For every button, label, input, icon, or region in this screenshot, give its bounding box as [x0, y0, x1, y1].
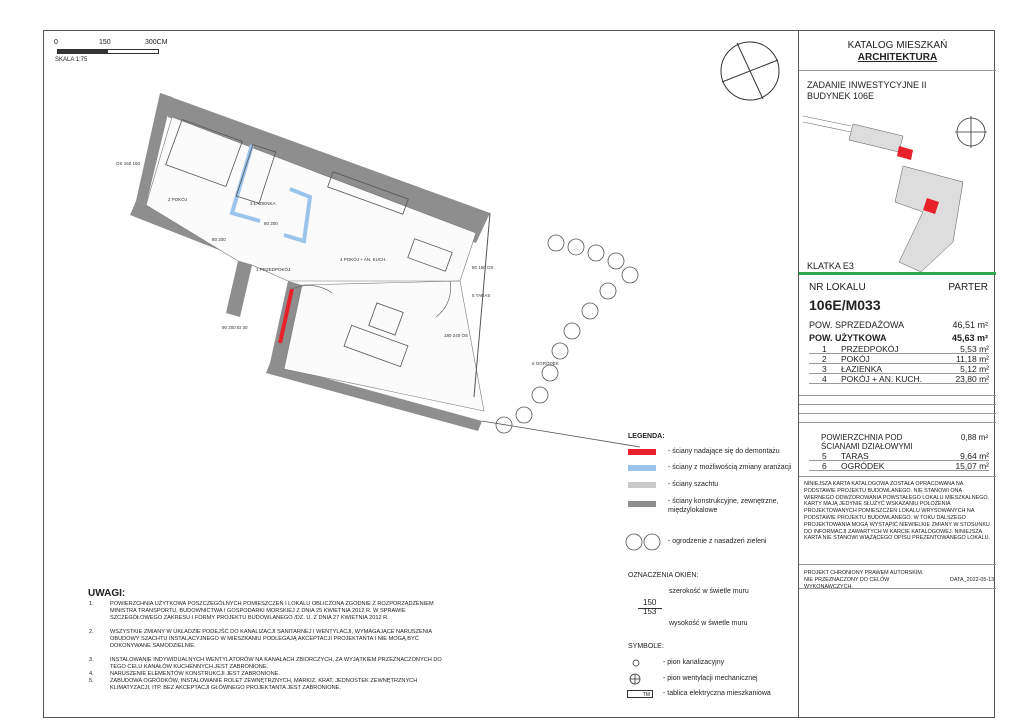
legend-swatch-red — [628, 449, 656, 455]
legend-fence-text: - ogrodzenie z nasadzeń zieleni — [668, 538, 767, 545]
notes-list — [89, 601, 449, 692]
wall-entry — [226, 261, 252, 317]
plan-label-win1: OS 160 160 — [116, 161, 141, 166]
room-num: 4 — [822, 374, 827, 384]
legend-swatch-blue — [628, 465, 656, 471]
floor-plan — [116, 85, 640, 430]
scale-tick-150: 150 — [99, 39, 111, 46]
room-num: 1 — [822, 344, 827, 354]
room-area: 5,53 m² — [960, 344, 989, 354]
hedge-symbol-icon — [624, 532, 664, 552]
room-area: 5,12 m² — [960, 364, 989, 374]
legend-swatch-grey — [628, 482, 656, 488]
plan-label-room3: 3 ŁAZIENKA — [250, 201, 276, 206]
plan-label-room2: 2 POKÓJ — [168, 197, 188, 202]
window-width-label: szerokość w świetle muru — [669, 588, 749, 595]
drawing-date: DATA_2022-05-13 — [950, 577, 995, 583]
copyright-line2: NIE PRZEZNACZONY DO CELÓW WYKONAWCZYCH. — [804, 577, 890, 590]
note-num: 1. — [89, 601, 94, 607]
symbol-text: - pion kanalizacyjny — [663, 659, 725, 666]
note-item — [89, 601, 449, 629]
scale-label: SKALA 1:75 — [55, 57, 88, 63]
window-height-value: 153 — [643, 607, 657, 616]
symbols-title: SYMBOLE: — [628, 643, 664, 650]
extra-name: TARAS — [841, 451, 869, 461]
walls-area-label: POWIERZCHNIA POD ŚCIANAMI DZIAŁOWYMI — [821, 433, 913, 451]
extra-row — [809, 451, 989, 461]
plan-label-room1: 1 PRZEDPOKÓJ — [256, 267, 291, 272]
symbol-text: - tablica elektryczna mieszkaniowa — [663, 690, 771, 697]
title-panel — [798, 30, 996, 718]
legend-text: - ściany nadające się do demontażu — [668, 448, 780, 455]
note-num: 3. — [89, 657, 94, 663]
room-name: ŁAZIENKA — [841, 364, 883, 374]
scale-tick-0: 0 — [54, 39, 58, 46]
note-item — [89, 629, 449, 657]
note-num: 2. — [89, 629, 94, 635]
north-arrow-icon — [717, 38, 783, 104]
legend-text: - ściany konstrukcyjne, zewnętrzne, międzylokalowe — [668, 498, 779, 514]
extra-num: 5 — [822, 451, 827, 461]
usable-area-label: POW. UŻYTKOWA — [809, 333, 887, 343]
note-text: POWIERZCHNIA UŻYTKOWA POSZCZEGÓLNYCH POMIESZCZEŃ I LOKALU OBLICZONA ZGODNIE Z ROZPORZĄDZENIEM MINISTRA TRANSPORTU, BUDOWNICTWA I GOSPODARKI MORSKIEJ Z DNIA 25 KWIETNIA 2012 R. W SPRAWIE SZCZEGÓŁOWEGO ZAKRESU I FORMY PROJEKTU BUDOWLANEGO /DZ. U. Z DNIA 27 KWIETNIA 2012 R. — [110, 601, 434, 621]
room-row — [809, 364, 989, 374]
plan-label-win5: 180 240 OS — [444, 333, 469, 338]
electrical-panel-icon: TM — [627, 690, 653, 698]
staircase-label: KLATKA E3 — [807, 261, 854, 271]
room-row — [809, 344, 989, 354]
walls-area-value: 0,88 m² — [960, 433, 988, 442]
catalog-title: KATALOG MIESZKAŃ — [847, 40, 948, 51]
room-area: 11,18 m² — [956, 354, 989, 364]
note-text: INSTALOWANIE INDYWIDUALNYCH WENTYLATORÓW NA KANAŁACH ZBIORCZYCH, ZA WYJĄTKIEM PRZEZNACZONYCH DO TEGO CELU KANAŁÓW KUCHENNYCH JEST ZABRONIONE. — [110, 657, 442, 670]
note-text: ZABUDOWA OGRÓDKÓW, INSTALOWANIE ROLET ZEWNĘTRZNYCH, MARKIZ, KRAT, JEDNOSTEK ZEWNĘTRZNYCH KLIMATYZACJI, ITP. BEZ AKCEPTACJI GŁÓWNEGO PROJEKTANTA JEST ZABRONIONE. — [110, 678, 418, 691]
room-row — [809, 354, 989, 364]
room-area: 23,80 m² — [955, 374, 989, 384]
plan-label-door: 90 200 EI 30 — [222, 325, 248, 330]
room-num: 2 — [822, 354, 827, 364]
extra-num: 6 — [822, 461, 827, 471]
note-item — [89, 678, 449, 692]
unit-floor: PARTER — [948, 282, 988, 293]
sales-area-label: POW. SPRZEDAŻOWA — [809, 320, 905, 330]
extra-area: 9,64 m² — [960, 451, 989, 461]
windows-title: OZNACZENIA OKIEN: — [628, 572, 699, 579]
extra-row — [809, 461, 989, 471]
extra-name: OGRÓDEK — [841, 461, 885, 471]
hedge-row — [496, 235, 638, 433]
project-line1: ZADANIE INWESTYCYJNE II — [807, 80, 927, 90]
usable-area-value: 45,63 m² — [951, 333, 988, 343]
catalog-subtitle: ARCHITEKTURA — [857, 52, 938, 63]
room-num: 3 — [822, 364, 827, 374]
copyright-line1: PROJEKT CHRONIONY PRAWEM AUTORSKIM. — [804, 570, 924, 576]
scale-bar-graphic — [57, 49, 159, 54]
plan-label-win4: 80 150 OS — [472, 265, 494, 270]
legend-text: - ściany z możliwością zmiany aranżacji — [668, 464, 792, 471]
extra-area: 15,07 m² — [955, 461, 989, 471]
window-height-label: wysokość w świetle muru — [669, 620, 748, 627]
window-width-value: 150 — [643, 598, 657, 607]
plan-label-room5: 5 TARAS — [472, 293, 491, 298]
legend-swatch-darkgrey — [628, 501, 656, 507]
note-text: WSZYSTKIE ZMIANY W UKŁADZIE PODEJŚĆ DO KANALIZACJI SANITARNEJ I WENTYLACJI, WYMAGAJĄCE NARUSZENIA OBUDOWY SZACHTU INSTALACYJNEGO W MIESZKANIU PODLEGAJĄ AKCEPTACJI PROJEKTANTA I NIE MOGĄ BYĆ DOKONYWANE SAMODZIELNIE. — [110, 629, 432, 649]
room-name: POKÓJ — [841, 354, 870, 364]
plan-label-win3: 80 200 — [264, 221, 278, 226]
note-text: NARUSZENIE ELEMENTÓW KONSTRUKCJI JEST ZABRONIONE. — [110, 671, 280, 677]
sewer-riser-icon — [630, 657, 642, 669]
room-name: PRZEDPOKÓJ — [841, 344, 899, 354]
unit-nr-label: NR LOKALU — [809, 282, 866, 293]
room-name: POKÓJ + AN. KUCH. — [841, 374, 923, 384]
room-row — [809, 374, 989, 384]
plan-label-room4: 4 POKÓJ + AN. KUCH. — [340, 257, 387, 262]
note-num: 5. — [89, 678, 94, 684]
disclaimer-text: NINIEJSZA KARTA KATALOGOWA ZOSTAŁA OPRACOWANA NA PODSTAWIE PROJEKTU BUDOWLANEGO. NIE STANOWI ONA WIERNEGO ODWZOROWANIA POWSTAŁEGO LOKALU MIESZKALNEGO. KARTY MAJĄ JEDYNIE SŁUŻYĆ WSKAZANIU POŁOŻENIA PROJEKTOWANYCH POMIESZCZEŃ LOKALU WRYSOWANYCH NA PODSTAWIE PROJEKTU BUDOWLANEGO. W TOKU DALSZEGO PROJEKTOWANIA MOGĄ WYSTĄPIĆ NIEWIELKIE ZMIANY W STOSUNKU DO INFORMACJI ZAWARTYCH W KARCIE KATALOGOWEJ. NINIEJSZA KARTA NIE STANOWI WIĄŻĄCEGO OPISU PREZENTOWANEGO LOKALU. — [804, 481, 991, 542]
site-key-map — [803, 102, 993, 262]
legend-text: - ściany szachtu — [668, 481, 719, 488]
note-num: 4. — [89, 671, 94, 677]
sales-area-value: 46,51 m² — [952, 320, 988, 330]
plan-label-win2: 80 200 — [212, 237, 226, 242]
symbol-text: - pion wentylacji mechanicznej — [663, 675, 758, 682]
scale-tick-300: 300CM — [145, 39, 168, 46]
project-line2: BUDYNEK 106E — [807, 91, 875, 101]
note-item — [89, 657, 449, 671]
note-item — [89, 671, 449, 678]
ventilation-riser-icon — [628, 672, 642, 686]
notes-title: UWAGI: — [88, 588, 126, 599]
unit-number: 106E/M033 — [809, 297, 881, 313]
plan-label-room6: 6 OGRÓDEK — [532, 361, 559, 366]
legend-title: LEGENDA: — [628, 433, 665, 440]
